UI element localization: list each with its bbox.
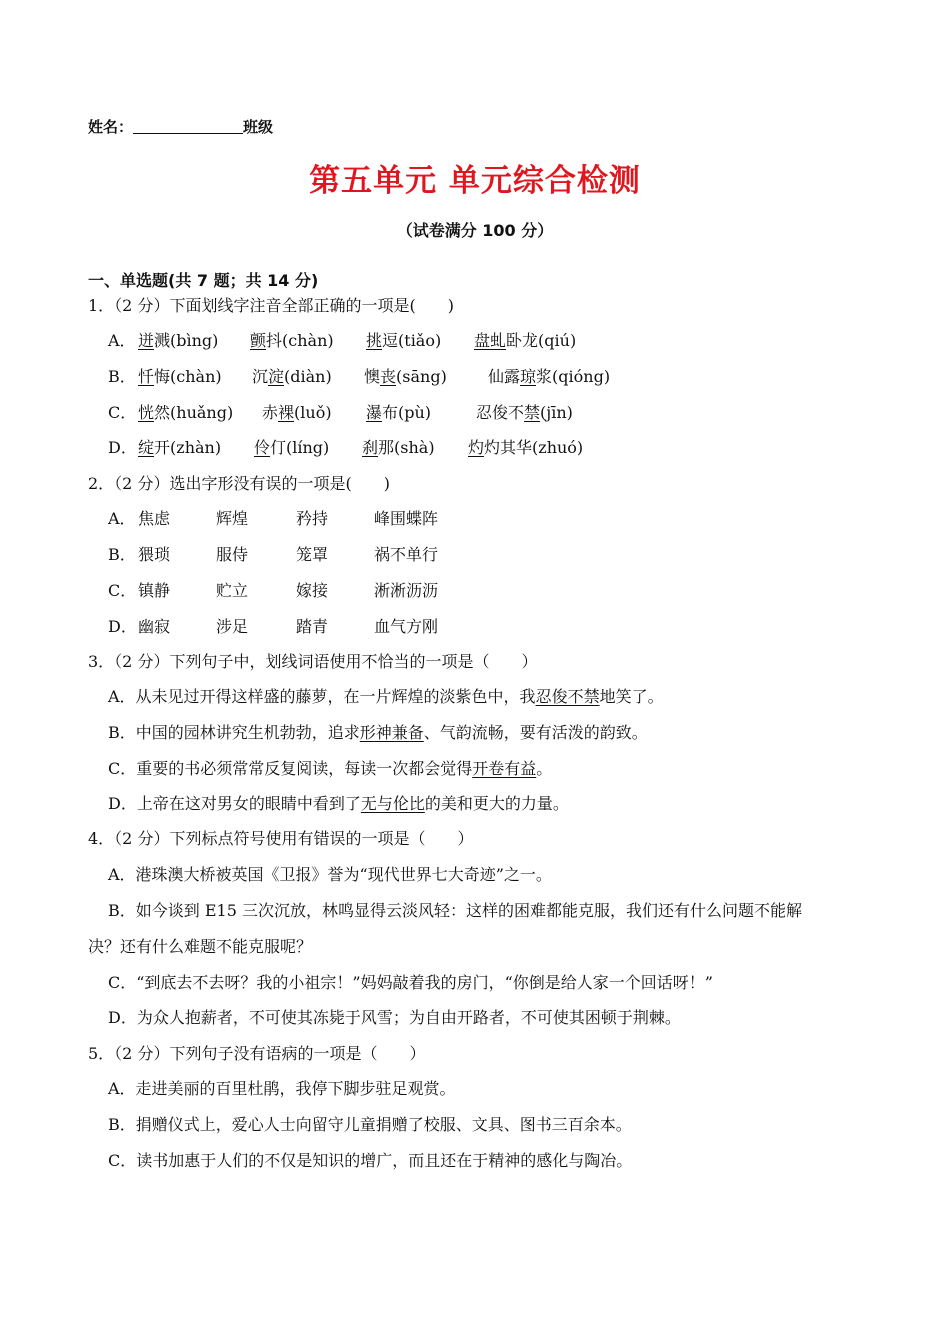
q2c-letter: C．: [108, 581, 137, 600]
q2a-word3: 矜持: [296, 509, 329, 528]
q1c-word1-underlined: 恍: [138, 403, 155, 422]
q1d-word1-rest: 开(zhàn): [154, 438, 222, 457]
q4-option-b-line1: B．如今谈到 E15 三次沉放，林鸣显得云淡风轻：这样的困难都能克服，我们还有什么问题不能解: [108, 901, 802, 920]
q2c-word3: 嫁接: [296, 581, 329, 600]
q3a-pre: A．从未见过开得这样盛的藤萝，在一片辉煌的淡紫色中，我: [108, 687, 536, 706]
q1c-letter: C．: [108, 403, 137, 422]
q3d-pre: D．上帝在这对男女的眼睛中看到了: [108, 794, 361, 813]
q2a-word1: 焦虑: [138, 509, 171, 528]
q2-option-d: [108, 616, 608, 638]
q1c-word2-rest: (luǒ): [294, 403, 332, 422]
q1-option-a: [108, 330, 868, 352]
q1b-word2: [252, 366, 332, 388]
q2a-letter: A．: [108, 509, 136, 528]
q1c-word2-a: 赤: [262, 403, 279, 422]
q1c-word3: [366, 402, 431, 424]
q1b-word1-underlined: 忏: [138, 367, 155, 386]
q1d-word1: [138, 437, 221, 459]
q1d-word3: [362, 437, 435, 459]
q3c-pre: C．重要的书必须常常反复阅读，每读一次都会觉得: [108, 759, 473, 778]
q1a-letter: A．: [108, 331, 136, 350]
q5-option-c: C．读书加惠于人们的不仅是知识的增广，而且还在于精神的感化与陶冶。: [108, 1151, 633, 1170]
q1d-word4-underlined: 灼: [468, 438, 485, 457]
q1a-word2-underlined: 颤: [250, 331, 267, 350]
q1a-word3-rest: 逗(tiǎo): [382, 331, 442, 350]
q1c-word2-underlined: 裸: [278, 403, 295, 422]
q2-stem: 2．（2 分）选出字形没有误的一项是( ): [88, 474, 390, 493]
q2d-word1: 幽寂: [138, 617, 171, 636]
q1c-word3-rest: 布(pù): [382, 403, 432, 422]
q1d-letter: D．: [108, 438, 137, 457]
q1b-word4: [488, 366, 610, 388]
q1b-word2-a: 沉: [252, 367, 269, 386]
q1b-letter: B．: [108, 367, 136, 386]
q3d-post: 的美和更大的力量。: [424, 794, 569, 813]
q1d-word4: [468, 437, 583, 459]
q1a-word4-underlined: [474, 331, 506, 350]
q5-option-b: B．捐赠仪式上，爱心人士向留守儿童捐赠了校服、文具、图书三百余本。: [108, 1115, 632, 1134]
q1d-word4-rest: 灼其华(zhuó): [484, 438, 584, 457]
q2d-word2: 涉足: [216, 617, 249, 636]
q3b-post: 、气韵流畅，要有活泼的韵致。: [423, 723, 648, 742]
q1b-word3: [364, 366, 447, 388]
q3-option-d: [108, 793, 569, 815]
q1a-word4-a: 盘: [474, 331, 491, 350]
q1b-word4-a: 仙露: [488, 367, 521, 386]
q2d-word4: 血气方刚: [374, 617, 439, 636]
q1a-word1-rest: 溅(bìng): [154, 331, 219, 350]
q1b-word3-rest: (sāng): [396, 367, 447, 386]
q3a-underlined: 忍俊不禁: [535, 687, 600, 706]
q3-option-c: [108, 758, 552, 780]
q1c-word4-underlined: 禁: [524, 403, 541, 422]
q1-option-c: [108, 402, 868, 424]
page-subtitle: （试卷满分 100 分）: [396, 221, 554, 240]
q1c-word4-rest: (jīn): [540, 403, 573, 422]
q1c-word4-a: 忍俊不: [476, 403, 525, 422]
q2b-letter: B．: [108, 545, 136, 564]
q1b-word3-a: 懊: [364, 367, 381, 386]
q1-option-d: [108, 437, 868, 459]
q1a-word4-u: 虬: [490, 331, 507, 350]
q1-stem: 1．（2 分）下面划线字注音全部正确的一项是( ): [88, 296, 454, 315]
q3b-underlined: 形神兼备: [359, 723, 424, 742]
q1a-word4-rest: 卧龙(qiú): [506, 331, 577, 350]
q3b-pre: B．中国的园林讲究生机勃勃，追求: [108, 723, 360, 742]
q3d-underlined: 无与伦比: [360, 794, 425, 813]
q2d-letter: D．: [108, 617, 137, 636]
q3c-post: 。: [536, 759, 553, 778]
q2a-word2: 辉煌: [216, 509, 249, 528]
q1a-word2-rest: 抖(chàn): [266, 331, 334, 350]
q5-option-a: A．走进美丽的百里杜鹃，我停下脚步驻足观赏。: [108, 1079, 456, 1098]
q5-stem: 5．（2 分）下列句子没有语病的一项是（ ）: [88, 1044, 426, 1063]
q1a-word3-underlined: 挑: [366, 331, 383, 350]
q1c-word2: [262, 402, 332, 424]
q3a-post: 地笑了。: [599, 687, 664, 706]
q2c-word4: 淅淅沥沥: [374, 581, 439, 600]
section-title: 一、单选题(共 7 题；共 14 分): [88, 271, 319, 290]
q2d-word3: 踏青: [296, 617, 329, 636]
name-label: 姓名：: [88, 118, 134, 136]
q2b-word3: 笼罩: [296, 545, 329, 564]
q1c-word1-rest: 然(huǎng): [154, 403, 234, 422]
q1c-word3-underlined: 瀑: [366, 403, 383, 422]
name-blank: [133, 119, 243, 134]
q3-option-a: [108, 686, 664, 708]
q1d-word2-rest: 仃(líng): [270, 438, 330, 457]
q1d-word3-rest: 那(shà): [378, 438, 435, 457]
q1a-word1-underlined: 迸: [138, 331, 155, 350]
name-class-line: [88, 116, 273, 138]
class-label: 班级: [243, 118, 274, 136]
q3c-underlined: 开卷有益: [472, 759, 537, 778]
q1-option-b: [108, 366, 868, 388]
q1b-word4-underlined: 琼: [520, 367, 537, 386]
q1a-word3: [366, 330, 441, 352]
q3-stem: 3．（2 分）下列句子中，划线词语使用不恰当的一项是（ ）: [88, 652, 538, 671]
q1d-word2-underlined: 伶: [254, 438, 271, 457]
q1b-word1: [138, 366, 222, 388]
q1a-word1: [138, 330, 218, 352]
q1a-word2: [250, 330, 334, 352]
q1c-word4: [476, 402, 573, 424]
q4-option-d: D．为众人抱薪者，不可使其冻毙于风雪；为自由开路者，不可使其困顿于荆棘。: [108, 1008, 681, 1027]
q1a-word4: [474, 330, 576, 352]
page-title: 第五单元 单元综合检测: [309, 163, 641, 199]
q1b-word4-rest: 浆(qióng): [536, 367, 611, 386]
q1b-word2-underlined: 淀: [268, 367, 285, 386]
q2-option-b: [108, 544, 608, 566]
q1b-word3-underlined: 丧: [380, 367, 397, 386]
q4-stem: 4．（2 分）下列标点符号使用有错误的一项是（ ）: [88, 829, 474, 848]
q2-option-a: [108, 508, 608, 530]
q1b-word1-rest: 悔(chàn): [154, 367, 222, 386]
q4-option-c: C．“到底去不去呀？我的小祖宗！”妈妈敲着我的房门，“你倒是给人家一个回话呀！”: [108, 973, 713, 992]
q2b-word1: 猥琐: [138, 545, 171, 564]
q1c-word1: [138, 402, 233, 424]
q2a-word4: 峰围蝶阵: [374, 509, 439, 528]
q2c-word2: 贮立: [216, 581, 249, 600]
q4-option-b-line2: 决？还有什么难题不能克服呢？: [88, 937, 313, 956]
q2b-word4: 祸不单行: [374, 545, 439, 564]
q2c-word1: 镇静: [138, 581, 171, 600]
q2-option-c: [108, 580, 608, 602]
q3-option-b: [108, 722, 648, 744]
q1d-word1-underlined: 绽: [138, 438, 155, 457]
q1d-word2: [254, 437, 329, 459]
q2b-word2: 服侍: [216, 545, 249, 564]
q1b-word2-rest: (diàn): [284, 367, 332, 386]
q4-option-a: A．港珠澳大桥被英国《卫报》誉为“现代世界七大奇迹”之一。: [108, 865, 552, 884]
q1d-word3-underlined: 刹: [362, 438, 379, 457]
